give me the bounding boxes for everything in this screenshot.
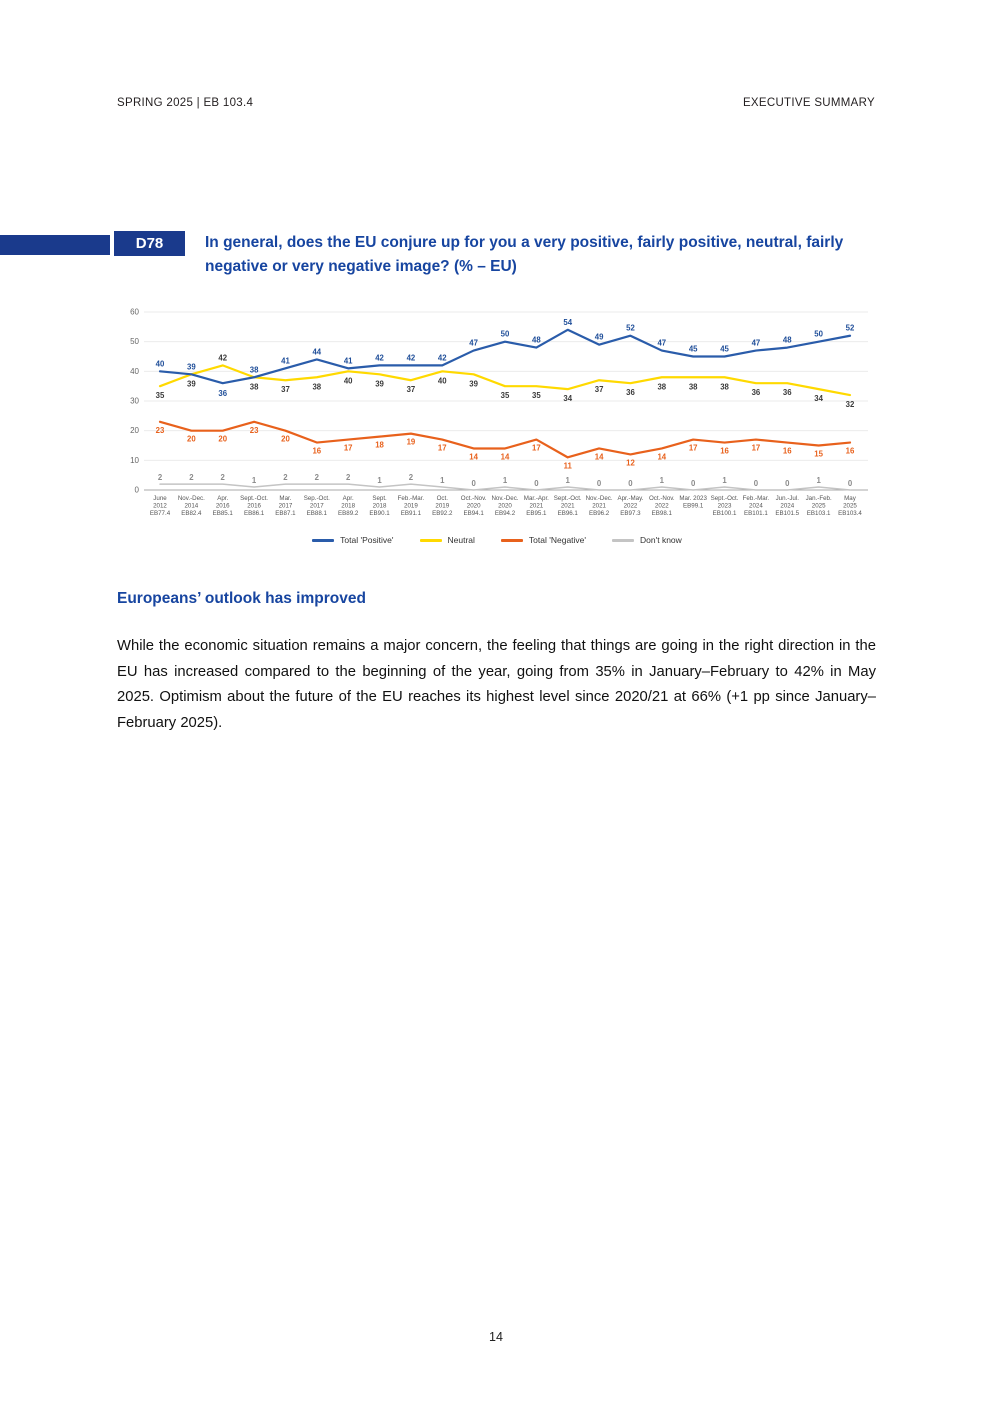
svg-text:39: 39 xyxy=(187,379,196,389)
svg-text:47: 47 xyxy=(657,338,667,348)
svg-text:35: 35 xyxy=(500,391,510,401)
svg-text:37: 37 xyxy=(281,385,290,395)
svg-text:12: 12 xyxy=(626,458,635,468)
svg-text:0: 0 xyxy=(753,479,759,488)
svg-text:Oct.-Nov.: Oct.-Nov. xyxy=(648,495,675,502)
svg-text:2014: 2014 xyxy=(184,502,199,510)
svg-text:EB96.1: EB96.1 xyxy=(557,510,578,517)
svg-text:14: 14 xyxy=(594,452,604,462)
svg-text:2022: 2022 xyxy=(623,502,638,510)
legend-item-don-t-know xyxy=(612,535,682,545)
svg-text:Apr.: Apr. xyxy=(217,495,229,502)
page-footer xyxy=(0,1330,992,1344)
svg-text:1: 1 xyxy=(565,476,570,486)
question-code-bar xyxy=(0,235,110,255)
svg-text:16: 16 xyxy=(845,446,855,456)
svg-text:52: 52 xyxy=(626,323,635,333)
svg-text:14: 14 xyxy=(469,452,478,462)
svg-text:0: 0 xyxy=(596,479,602,488)
svg-text:36: 36 xyxy=(218,389,228,399)
svg-text:2: 2 xyxy=(189,473,194,483)
header-edition: SPRING 2025 | EB 103.4 xyxy=(117,97,254,109)
svg-text:2025: 2025 xyxy=(811,502,826,510)
svg-text:2025: 2025 xyxy=(843,502,857,510)
svg-text:2: 2 xyxy=(408,473,414,483)
x-axis-labels xyxy=(150,495,863,517)
svg-text:40: 40 xyxy=(437,376,447,386)
svg-text:2019: 2019 xyxy=(435,502,450,510)
svg-text:Sept.-Oct.: Sept.-Oct. xyxy=(710,495,739,502)
svg-text:EB90.1: EB90.1 xyxy=(369,510,390,517)
svg-text:2016: 2016 xyxy=(247,502,261,510)
svg-text:EB103.4: EB103.4 xyxy=(838,510,862,517)
svg-text:Apr.-May.: Apr.-May. xyxy=(617,495,644,502)
svg-text:38: 38 xyxy=(312,382,322,392)
svg-text:16: 16 xyxy=(720,446,729,456)
svg-text:1: 1 xyxy=(502,476,508,486)
svg-text:EB100.1: EB100.1 xyxy=(712,510,737,517)
svg-text:1: 1 xyxy=(659,476,664,486)
svg-text:38: 38 xyxy=(720,382,729,392)
svg-text:2024: 2024 xyxy=(780,502,795,510)
legend-item-total-negative xyxy=(501,535,586,545)
svg-text:May: May xyxy=(844,495,856,502)
svg-text:1: 1 xyxy=(377,476,382,486)
svg-text:34: 34 xyxy=(814,394,823,404)
svg-text:38: 38 xyxy=(249,365,259,375)
line-chart-svg xyxy=(114,300,880,524)
svg-text:EB86.1: EB86.1 xyxy=(243,510,265,517)
svg-text:44: 44 xyxy=(312,347,322,357)
svg-text:36: 36 xyxy=(751,388,761,398)
svg-text:38: 38 xyxy=(249,382,259,392)
svg-text:19: 19 xyxy=(406,437,416,447)
legend-swatch-total-positive xyxy=(312,539,334,542)
svg-text:EB101.5: EB101.5 xyxy=(775,510,800,517)
svg-text:35: 35 xyxy=(155,391,165,401)
svg-text:36: 36 xyxy=(626,388,635,398)
chart-legend xyxy=(114,535,880,545)
question-code-badge xyxy=(114,231,185,256)
question-code: D78 xyxy=(135,235,164,252)
svg-text:16: 16 xyxy=(312,446,322,456)
svg-text:Sept.-Oct.: Sept.-Oct. xyxy=(553,495,582,502)
body-paragraph: While the economic situation remains a major concern, the feeling that things are going in the right direction in the EU has increased compared to the beginning of the year, going from 35% in January–February to 42% in May 2025. Optimism about the future of the EU reaches its highest level since 2020/21 at 66% (+1 pp since January–February 2025). xyxy=(117,638,876,732)
svg-text:0: 0 xyxy=(534,479,539,488)
svg-text:1: 1 xyxy=(722,476,727,486)
svg-text:15: 15 xyxy=(814,449,823,459)
y-axis xyxy=(130,308,868,495)
svg-text:2020: 2020 xyxy=(498,502,512,510)
svg-text:48: 48 xyxy=(782,335,792,345)
svg-text:EB88.1: EB88.1 xyxy=(306,510,327,517)
legend-item-neutral xyxy=(420,535,475,545)
legend-label: Don't know xyxy=(640,535,682,545)
svg-text:Nov.-Dec.: Nov.-Dec. xyxy=(491,495,519,502)
svg-text:2: 2 xyxy=(157,473,163,483)
svg-text:60: 60 xyxy=(130,307,139,317)
svg-text:Nov.-Dec.: Nov.-Dec. xyxy=(585,495,613,502)
svg-text:2024: 2024 xyxy=(749,502,763,510)
svg-text:Jun.-Jul.: Jun.-Jul. xyxy=(775,495,799,502)
svg-text:Nov.-Dec.: Nov.-Dec. xyxy=(177,495,205,502)
svg-text:38: 38 xyxy=(657,382,667,392)
svg-text:10: 10 xyxy=(130,455,139,465)
legend-label: Neutral xyxy=(447,535,475,545)
svg-text:2: 2 xyxy=(220,473,225,483)
svg-text:2023: 2023 xyxy=(717,502,732,510)
svg-text:14: 14 xyxy=(500,452,510,462)
svg-text:EB85.1: EB85.1 xyxy=(212,510,233,517)
svg-text:2: 2 xyxy=(346,473,351,483)
svg-text:Feb.-Mar.: Feb.-Mar. xyxy=(742,495,770,502)
svg-text:45: 45 xyxy=(720,344,729,354)
svg-text:32: 32 xyxy=(845,400,855,410)
svg-text:EB98.1: EB98.1 xyxy=(651,510,672,517)
svg-text:Apr.: Apr. xyxy=(342,495,354,502)
svg-text:50: 50 xyxy=(814,329,823,339)
svg-text:49: 49 xyxy=(594,332,604,342)
svg-text:39: 39 xyxy=(469,379,478,389)
svg-text:17: 17 xyxy=(688,443,698,453)
svg-text:42: 42 xyxy=(375,353,384,363)
svg-text:2012: 2012 xyxy=(153,502,167,510)
svg-text:2017: 2017 xyxy=(278,502,293,510)
question-block xyxy=(0,231,875,279)
svg-text:35: 35 xyxy=(532,391,541,401)
svg-text:Sep.-Oct.: Sep.-Oct. xyxy=(303,495,330,502)
header-section: EXECUTIVE SUMMARY xyxy=(742,97,875,109)
legend-item-total-positive xyxy=(312,535,393,545)
svg-text:EB77.4: EB77.4 xyxy=(149,510,171,517)
question-title: In general, does the EU conjure up for you a very positive, fairly positive, neutral, fairly negative or very negative image? (% – EU) xyxy=(205,234,844,276)
svg-text:EB95.1: EB95.1 xyxy=(526,510,547,517)
svg-text:17: 17 xyxy=(343,443,353,453)
svg-text:2021: 2021 xyxy=(529,502,544,510)
svg-text:0: 0 xyxy=(785,479,790,488)
svg-text:EB92.2: EB92.2 xyxy=(432,510,453,517)
svg-text:40: 40 xyxy=(130,366,139,376)
svg-text:41: 41 xyxy=(343,356,353,366)
svg-text:40: 40 xyxy=(343,376,353,386)
svg-text:36: 36 xyxy=(782,388,792,398)
svg-text:June: June xyxy=(153,495,167,502)
svg-text:EB94.1: EB94.1 xyxy=(463,510,484,517)
svg-text:50: 50 xyxy=(500,329,510,339)
svg-text:20: 20 xyxy=(130,426,139,436)
svg-text:0: 0 xyxy=(471,479,476,488)
svg-text:2019: 2019 xyxy=(404,502,418,510)
svg-text:2: 2 xyxy=(283,473,288,483)
svg-text:1: 1 xyxy=(816,476,821,486)
svg-text:EB94.2: EB94.2 xyxy=(494,510,516,517)
svg-text:EB89.2: EB89.2 xyxy=(338,510,359,517)
svg-text:Jan.-Feb.: Jan.-Feb. xyxy=(805,495,832,502)
svg-text:EB101.1: EB101.1 xyxy=(744,510,768,517)
svg-text:42: 42 xyxy=(437,353,447,363)
line-chart-canvas xyxy=(114,300,880,529)
legend-swatch-total-negative xyxy=(501,539,523,542)
svg-text:2022: 2022 xyxy=(654,502,669,510)
svg-text:17: 17 xyxy=(532,443,541,453)
svg-text:2018: 2018 xyxy=(341,502,356,510)
svg-text:52: 52 xyxy=(845,323,855,333)
trend-chart xyxy=(114,300,880,545)
svg-text:2018: 2018 xyxy=(372,502,387,510)
svg-text:EB87.1: EB87.1 xyxy=(275,510,296,517)
svg-text:EB97.3: EB97.3 xyxy=(620,510,641,517)
svg-text:EB103.1: EB103.1 xyxy=(806,510,831,517)
svg-text:38: 38 xyxy=(688,382,698,392)
svg-text:20: 20 xyxy=(187,434,196,444)
legend-label: Total 'Negative' xyxy=(528,535,587,545)
svg-text:23: 23 xyxy=(249,425,259,435)
legend-swatch-neutral xyxy=(420,539,442,542)
svg-text:0: 0 xyxy=(691,479,696,488)
svg-text:20: 20 xyxy=(281,434,290,444)
svg-text:Sept.: Sept. xyxy=(372,495,387,502)
svg-text:0: 0 xyxy=(134,485,139,495)
svg-text:2: 2 xyxy=(314,473,319,483)
svg-text:Feb.-Mar.: Feb.-Mar. xyxy=(397,495,425,502)
svg-text:41: 41 xyxy=(281,356,290,366)
svg-text:16: 16 xyxy=(782,446,792,456)
svg-text:14: 14 xyxy=(657,452,667,462)
svg-text:2020: 2020 xyxy=(466,502,481,510)
svg-text:47: 47 xyxy=(751,338,761,348)
svg-text:17: 17 xyxy=(437,443,447,453)
svg-text:Oct.-Nov.: Oct.-Nov. xyxy=(460,495,487,502)
svg-text:23: 23 xyxy=(155,425,165,435)
svg-text:39: 39 xyxy=(187,362,196,372)
svg-text:Mar.-Apr.: Mar.-Apr. xyxy=(523,495,549,502)
legend-label: Total 'Positive' xyxy=(340,535,394,545)
svg-text:EB99.1: EB99.1 xyxy=(683,502,704,510)
svg-text:42: 42 xyxy=(406,353,416,363)
svg-text:Sept.-Oct.: Sept.-Oct. xyxy=(240,495,269,502)
svg-text:0: 0 xyxy=(628,479,633,488)
svg-text:11: 11 xyxy=(563,461,572,471)
svg-text:50: 50 xyxy=(130,337,139,347)
svg-text:34: 34 xyxy=(563,394,573,404)
svg-text:45: 45 xyxy=(688,344,698,354)
svg-text:EB82.4: EB82.4 xyxy=(181,510,202,517)
svg-text:40: 40 xyxy=(155,359,165,369)
svg-text:2017: 2017 xyxy=(309,502,324,510)
svg-text:Mar.: Mar. xyxy=(279,495,292,502)
page-header xyxy=(117,97,875,109)
svg-text:Mar. 2023: Mar. 2023 xyxy=(679,495,707,502)
svg-text:1: 1 xyxy=(440,476,445,486)
svg-text:EB91.1: EB91.1 xyxy=(400,510,422,517)
page-number: 14 xyxy=(489,1330,503,1344)
svg-text:20: 20 xyxy=(218,434,228,444)
svg-text:30: 30 xyxy=(130,396,139,406)
svg-text:37: 37 xyxy=(406,385,416,395)
svg-text:47: 47 xyxy=(469,338,478,348)
svg-text:1: 1 xyxy=(251,476,257,486)
svg-text:2016: 2016 xyxy=(215,502,230,510)
svg-text:39: 39 xyxy=(375,379,384,389)
svg-text:18: 18 xyxy=(375,440,384,450)
svg-text:37: 37 xyxy=(594,385,604,395)
svg-text:54: 54 xyxy=(563,317,573,327)
section-heading: Europeans’ outlook has improved xyxy=(117,590,366,607)
svg-text:2021: 2021 xyxy=(560,502,575,510)
svg-text:0: 0 xyxy=(847,479,853,488)
svg-text:42: 42 xyxy=(218,353,228,363)
legend-swatch-don-t-know xyxy=(612,539,634,542)
svg-text:Oct.: Oct. xyxy=(436,495,448,502)
svg-text:17: 17 xyxy=(751,443,761,453)
svg-text:2021: 2021 xyxy=(592,502,606,510)
svg-text:48: 48 xyxy=(532,335,541,345)
svg-text:EB96.2: EB96.2 xyxy=(588,510,610,517)
